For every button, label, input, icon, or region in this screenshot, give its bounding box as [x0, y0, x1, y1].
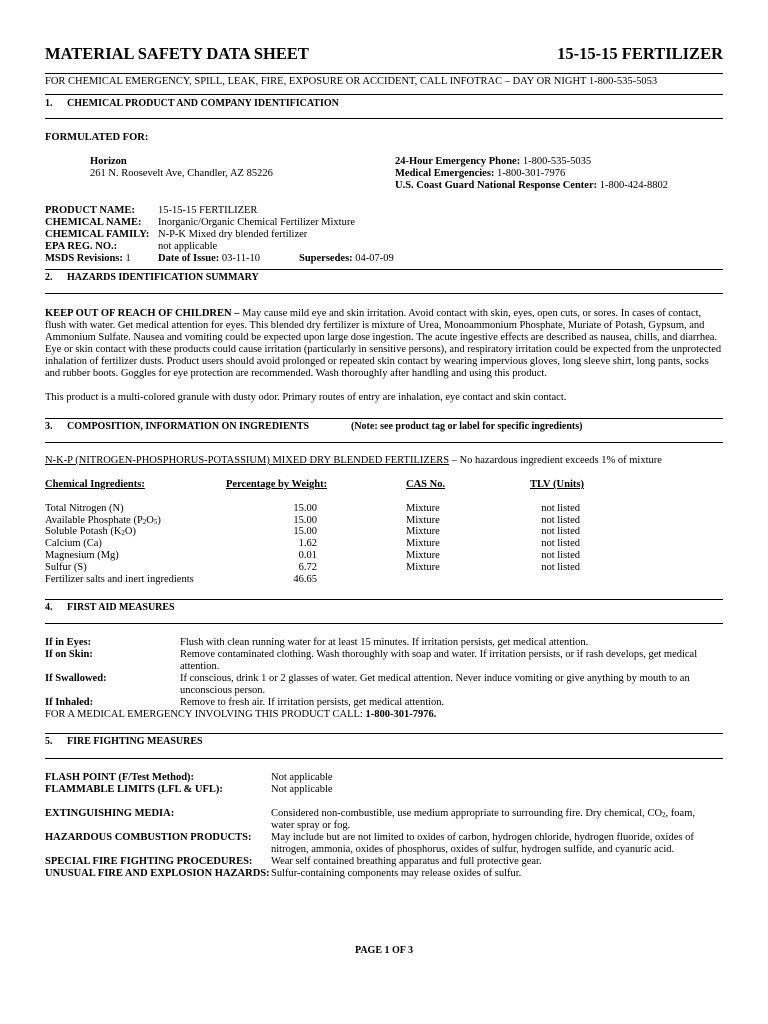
- ingredient-cas: Mixture: [406, 549, 440, 561]
- product-block: [45, 205, 723, 265]
- ingredients-table: [45, 479, 605, 585]
- unusual-hazards-label: UNUSUAL FIRE AND EXPLOSION HAZARDS:: [45, 868, 270, 880]
- ingredient-name: Magnesium (Mg): [45, 549, 119, 561]
- table-row: [45, 574, 605, 586]
- flammable-limits-label: FLAMMABLE LIMITS (LFL & UFL):: [45, 784, 223, 796]
- combustion-products-label: HAZARDOUS COMBUSTION PRODUCTS:: [45, 832, 252, 844]
- hazards-paragraph: KEEP OUT OF REACH OF CHILDREN – May cause mild eye and skin irritation. Avoid contact with skin, eyes, open cuts, or sores. In cases of contact, flush with water. Get medical attention for eyes. This blended dry fertilizer is mixture of Urea, Monoammonium Phosphate, Muriate of Potash, Gypsum, and Ammonium Sulfate. Nausea and vomiting could be expected upon large dose ingestion. The acute ingestive effects are described as nausea, chills, and diarrhea. Eye or skin contact with these products could cause irritation (particularly in sensitive persons), and respiratory irritation could be expected from the unprotected inhalation of fertilizer dusts. Product users should avoid prolonged or repeated skin contact by wearing impervious gloves, long sleeve shirt, long pants, socks and rubber boots. Goggles for eye protection are recommended. Wash thoroughly after handling and using this product.: [45, 308, 722, 379]
- epa-label: EPA REG. NO.:: [45, 241, 118, 252]
- divider: [45, 73, 723, 74]
- revision-row: MSDS Revisions: 1 Date of Issue: 03-11-10 Supersedes: 04-07-09: [45, 253, 394, 264]
- ingredient-name: Fertilizer salts and inert ingredients: [45, 573, 194, 585]
- company-address: 261 N. Roosevelt Ave, Chandler, AZ 85226: [90, 168, 273, 179]
- fire-fighting-list: [45, 772, 723, 880]
- section-3-note: (Note: see product tag or label for specific ingredients): [351, 421, 583, 432]
- contact-medical: Medical Emergencies: 1-800-301-7976: [395, 168, 566, 179]
- divider: [45, 94, 723, 95]
- section-5-heading: 5. FIRE FIGHTING MEASURES: [45, 736, 203, 748]
- ingredient-cas: Mixture: [406, 561, 440, 573]
- ingredient-cas: Mixture: [406, 526, 440, 538]
- medical-emergency-line: FOR A MEDICAL EMERGENCY INVOLVING THIS PRODUCT CALL: 1-800-301-7976.: [45, 709, 437, 721]
- combustion-products-value: May include but are not limited to oxides of carbon, hydrogen chloride, hydrogen fluoride, oxides of nitrogen, ammonia, oxides of phosphorus, oxides of sulfur, hydrogen sulfide, and cyanuric acid.: [271, 832, 694, 856]
- ingredient-percentage: 15.00: [293, 526, 317, 538]
- epa-value: not applicable: [158, 241, 218, 252]
- ingredient-tlv: not listed: [541, 561, 580, 573]
- extinguishing-media-value: Considered non-combustible, use medium appropriate to surrounding fire. Dry chemical, $CO_2$, foam, water spray or fog.: [271, 808, 695, 832]
- section-2-heading: 2. HAZARDS IDENTIFICATION SUMMARY: [45, 272, 259, 283]
- special-procedures-value: Wear self contained breathing apparatus and full protective gear.: [271, 856, 542, 868]
- divider: [45, 293, 723, 294]
- divider: [45, 118, 723, 119]
- divider: [45, 269, 723, 270]
- divider: [45, 733, 723, 734]
- first-aid-item: If in Eyes: Flush with clean running water for at least 15 minutes. If irritation persists, get medical attention.: [45, 637, 589, 649]
- ingredient-cas: Mixture: [406, 538, 440, 550]
- special-procedures-label: SPECIAL FIRE FIGHTING PROCEDURES:: [45, 856, 253, 868]
- page-footer: PAGE 1 OF 3: [354, 945, 414, 956]
- first-aid-list: [45, 637, 723, 721]
- section-4-heading: 4. FIRST AID MEASURES: [45, 602, 175, 614]
- divider: [45, 442, 723, 443]
- divider: [45, 418, 723, 419]
- company-block: [45, 156, 723, 192]
- table-row: [45, 562, 605, 574]
- first-aid-item: If Inhaled: Remove to fresh air. If irritation persists, get medical attention.: [45, 697, 445, 709]
- ingredient-tlv: not listed: [541, 549, 580, 561]
- table-row: [45, 550, 605, 562]
- ingredient-percentage: 1.62: [298, 538, 317, 550]
- contact-coast-guard: U.S. Coast Guard National Response Center: 1-800-424-8802: [395, 180, 668, 191]
- table-row: [45, 503, 605, 515]
- contact-emergency: 24-Hour Emergency Phone: 1-800-535-5035: [395, 156, 592, 167]
- ingredient-name: Soluble Potash $(K_2O)$: [45, 526, 137, 538]
- chemical-family-value: N-P-K Mixed dry blended fertilizer: [158, 229, 308, 240]
- section-3-heading: 3. COMPOSITION, INFORMATION ON INGREDIENTS (Note: see product tag or label for specific ingredients): [45, 421, 583, 432]
- ingredient-name: Calcium (Ca): [45, 538, 102, 550]
- chemical-family-label: CHEMICAL FAMILY:: [45, 229, 150, 240]
- ingredient-percentage: 15.00: [293, 502, 317, 514]
- ingredient-name: Total Nitrogen (N): [45, 502, 124, 514]
- flammable-limits-value: Not applicable: [271, 784, 333, 796]
- emergency-line: FOR CHEMICAL EMERGENCY, SPILL, LEAK, FIRE, EXPOSURE OR ACCIDENT, CALL INFOTRAC – DAY OR NIGHT 1-800-535-5053: [45, 76, 658, 87]
- table-header: Chemical Ingredients: Percentage by Weight: CAS No. TLV (Units): [45, 479, 584, 490]
- unusual-hazards-value: Sulfur-containing components may release oxides of sulfur.: [271, 868, 522, 880]
- product-name-value: 15-15-15 FERTILIZER: [158, 205, 258, 216]
- ingredient-percentage: 0.01: [298, 549, 317, 561]
- divider: [45, 623, 723, 624]
- section-title: CHEMICAL PRODUCT AND COMPANY IDENTIFICATION: [67, 98, 339, 109]
- table-row: [45, 538, 605, 550]
- document-header: [45, 44, 723, 64]
- ingredient-percentage: 15.00: [293, 514, 317, 526]
- hazards-paragraph-2: This product is a multi-colored granule with dusty odor. Primary routes of entry are inhalation, eye contact and skin contact.: [45, 392, 567, 403]
- ingredient-percentage: 46.65: [293, 573, 317, 585]
- chemical-name-value: Inorganic/Organic Chemical Fertilizer Mixture: [158, 217, 356, 228]
- flash-point-value: Not applicable: [271, 772, 333, 784]
- ingredient-cas: Mixture: [406, 502, 440, 514]
- divider: [45, 599, 723, 600]
- ingredient-name: Sulfur (S): [45, 561, 87, 573]
- table-row: [45, 515, 605, 527]
- ingredient-tlv: not listed: [541, 538, 580, 550]
- ingredient-tlv: [530, 574, 605, 586]
- contact-info: [395, 156, 668, 192]
- section-number: 1.: [45, 98, 53, 109]
- ingredient-cas: [406, 574, 530, 586]
- ingredient-percentage: 6.72: [298, 561, 317, 573]
- ingredient-tlv: not listed: [541, 526, 580, 538]
- first-aid-item: If Swallowed: If conscious, drink 1 or 2 glasses of water. Get medical attention. Never induce vomiting or give anything by mouth to an unconscious person.: [45, 673, 690, 697]
- divider: [45, 758, 723, 759]
- extinguishing-media-label: EXTINGUISHING MEDIA:: [45, 808, 175, 820]
- ingredient-cas: Mixture: [406, 514, 440, 526]
- company-info: [45, 156, 395, 192]
- ingredient-name: Available Phosphate $(P_2O_5)$: [45, 514, 161, 526]
- first-aid-item: If on Skin: Remove contaminated clothing. Wash thoroughly with soap and water. If irritation persists, or if rash develops, get medical attention.: [45, 649, 698, 673]
- msds-page: [45, 44, 723, 880]
- formulated-for-label: FORMULATED FOR:: [45, 132, 149, 143]
- section-1-heading: [45, 98, 723, 109]
- product-title: 15-15-15 FERTILIZER: [557, 44, 723, 63]
- ingredient-tlv: not listed: [541, 514, 580, 526]
- table-row: [45, 526, 605, 538]
- ingredient-tlv: not listed: [541, 502, 580, 514]
- chemical-name-label: CHEMICAL NAME:: [45, 217, 142, 228]
- product-name-label: PRODUCT NAME:: [45, 205, 135, 216]
- flash-point-label: FLASH POINT (F/Test Method):: [45, 772, 195, 784]
- document-title: MATERIAL SAFETY DATA SHEET: [45, 44, 309, 63]
- company-name: Horizon: [90, 156, 127, 167]
- npk-line: N-K-P (NITROGEN-PHOSPHORUS-POTASSIUM) MIXED DRY BLENDED FERTILIZERS – No hazardous ingredient exceeds 1% of mixture: [45, 455, 662, 466]
